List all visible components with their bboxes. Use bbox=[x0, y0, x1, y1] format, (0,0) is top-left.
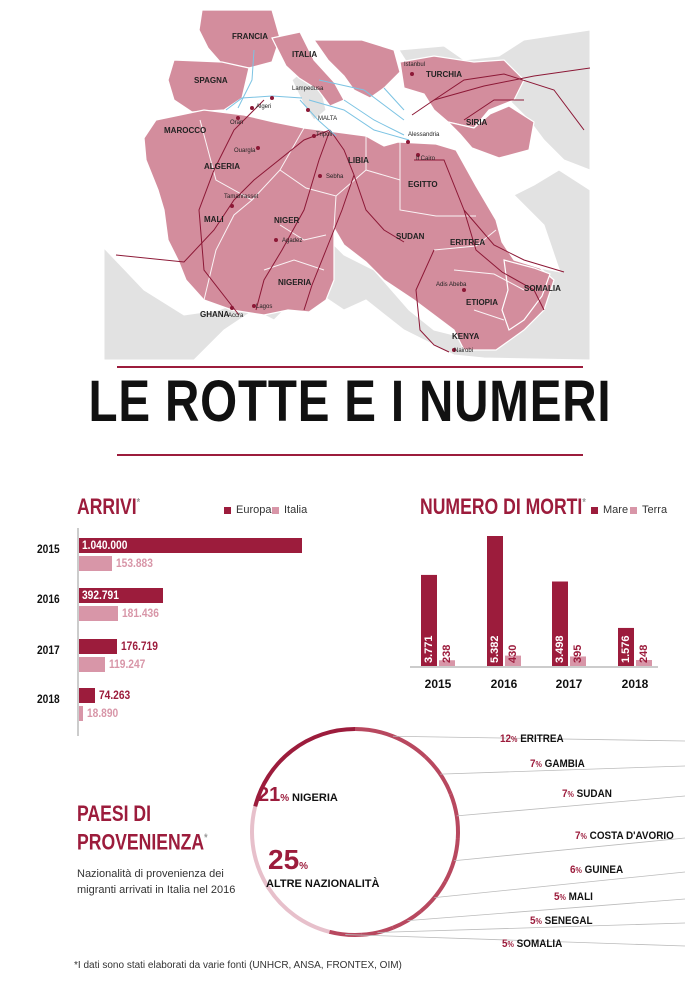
morti-year-2017: 2017 bbox=[555, 677, 583, 691]
map-label-etiopia: ETIOPIA bbox=[466, 298, 499, 307]
map-label-ghana: GHANA bbox=[200, 310, 230, 319]
morti-label-terra-2016: 430 bbox=[506, 644, 519, 663]
paesi-title-asterisk: * bbox=[204, 832, 208, 844]
city-label-oran: Oran bbox=[230, 120, 244, 126]
morti-chart bbox=[410, 528, 670, 698]
map-label-mali: MALI bbox=[204, 215, 224, 224]
paesi-label-gambia: 7% GAMBIA bbox=[530, 758, 585, 770]
city-label-sebha: Sebha bbox=[326, 174, 344, 180]
arrivi-year-2017: 2017 bbox=[37, 643, 60, 657]
arrivi-bar-europa-2018 bbox=[79, 688, 95, 703]
map-label-nigeria: NIGERIA bbox=[278, 278, 312, 287]
arrivi-bar-italia-2018 bbox=[79, 706, 83, 721]
morti-label-mare-2015: 3.771 bbox=[422, 635, 435, 663]
paesi-altre-name: ALTRE NAZIONALITÀ bbox=[266, 878, 380, 890]
city-label-adis-abeba: Adis Abeba bbox=[436, 282, 467, 288]
arrivi-bar-italia-2017 bbox=[79, 657, 105, 672]
map-label-spagna: SPAGNA bbox=[194, 76, 228, 85]
map-label-egitto: EGITTO bbox=[408, 180, 438, 189]
morti-label-mare-2016: 5.382 bbox=[488, 635, 501, 663]
map-label-algeria: ALGERIA bbox=[204, 162, 240, 171]
morti-year-2015: 2015 bbox=[424, 677, 452, 691]
arrivi-year-2015: 2015 bbox=[37, 542, 60, 556]
map-label-marocco: MAROCCO bbox=[164, 126, 207, 135]
arrivi-legend-europa: Europa bbox=[224, 504, 271, 516]
arrivi-label-europa-2017: 176.719 bbox=[120, 639, 158, 653]
arrivi-bar-italia-2016 bbox=[79, 606, 118, 621]
city-label-tamanrasset: Tamanrasset bbox=[224, 194, 259, 200]
map-label-francia: FRANCIA bbox=[232, 32, 268, 41]
route-map bbox=[104, 10, 590, 360]
paesi-title-line2: PROVENIENZA bbox=[77, 829, 205, 855]
morti-legend-terra: Terra bbox=[630, 504, 667, 516]
city-label-ouargla: Ouargla bbox=[234, 148, 256, 154]
arrivi-bar-europa-2017 bbox=[79, 639, 117, 654]
paesi-label-somalia: 5% SOMALIA bbox=[502, 938, 563, 950]
map-label-eritrea: ERITREA bbox=[450, 238, 486, 247]
map-label-kenya: KENYA bbox=[452, 332, 480, 341]
page-title: LE ROTTE E I NUMERI bbox=[88, 369, 612, 434]
arrivi-bar-italia-2015 bbox=[79, 556, 112, 571]
city-label-malta: MALTA bbox=[318, 116, 338, 122]
map-label-libia: LIBIA bbox=[348, 156, 369, 165]
morti-label-terra-2018: 248 bbox=[637, 644, 650, 663]
paesi-description: Nazionalità di provenienza dei migranti arrivati in Italia nel 2016 bbox=[77, 868, 236, 896]
arrivi-title: ARRIVI* bbox=[77, 494, 141, 519]
paesi-slice-sudan bbox=[451, 794, 458, 838]
map-label-sudan: SUDAN bbox=[396, 232, 425, 241]
map-label-italia: ITALIA bbox=[292, 50, 318, 59]
city-label-algeri: Algeri bbox=[256, 104, 272, 110]
paesi-slice-eritrea bbox=[355, 729, 426, 757]
arrivi-label-italia-2018: 18.890 bbox=[87, 706, 119, 720]
paesi-label-sudan: 7% SUDAN bbox=[562, 788, 612, 800]
city-label-lampedusa: Lampedusa bbox=[292, 86, 324, 92]
arrivi-label-italia-2017: 119.247 bbox=[108, 657, 145, 671]
paesi-nigeria-name: NIGERIA bbox=[292, 792, 338, 804]
paesi-slice-gambia bbox=[426, 757, 451, 794]
arrivi-label-italia-2015: 153.883 bbox=[115, 556, 153, 570]
morti-year-2016: 2016 bbox=[490, 677, 518, 691]
arrivi-year-2018: 2018 bbox=[37, 692, 60, 706]
arrivi-legend-italia: Italia bbox=[272, 504, 307, 516]
paesi-title-line1: PAESI DI bbox=[77, 801, 152, 826]
title-bottom-rule bbox=[117, 454, 583, 456]
paesi-slice-costa-d-avorio bbox=[445, 838, 458, 881]
arrivi-label-europa-2018: 74.263 bbox=[98, 688, 131, 702]
city-label-agadez: Agadez bbox=[282, 238, 303, 244]
paesi-label-eritrea: 12% ERITREA bbox=[500, 733, 564, 745]
arrivi-year-2016: 2016 bbox=[37, 592, 60, 606]
city-label-nairobi: Nairobi bbox=[454, 348, 474, 354]
map-label-somalia: SOMALIA bbox=[524, 284, 561, 293]
legend-swatch bbox=[224, 507, 231, 514]
paesi-label-costa-d-avorio: 7% COSTA D'AVORIO bbox=[575, 830, 674, 842]
paesi-altre-pct: 25% bbox=[268, 844, 309, 875]
legend-swatch bbox=[630, 507, 637, 514]
map-label-niger: NIGER bbox=[274, 216, 300, 225]
city-label-istanbul: Istanbul bbox=[404, 62, 426, 68]
arrivi-label-europa-2016: 392.791 bbox=[82, 588, 119, 602]
city-label-alessandria: Alessandria bbox=[408, 132, 440, 138]
morti-label-mare-2018: 1.576 bbox=[619, 635, 632, 663]
paesi-slice-senegal bbox=[361, 928, 392, 935]
city-label-accra: Accra bbox=[228, 313, 244, 319]
paesi-label-guinea: 6% GUINEA bbox=[570, 864, 624, 876]
map-label-turchia: TURCHIA bbox=[426, 70, 462, 79]
city-label-il-cairo: Il Cairo bbox=[416, 156, 436, 162]
map-label-siria: SIRIA bbox=[466, 118, 488, 127]
arrivi-label-europa-2015: 1.040.000 bbox=[82, 538, 128, 552]
city-label-lagos: Lagos bbox=[256, 304, 273, 310]
legend-swatch bbox=[591, 507, 598, 514]
morti-label-mare-2017: 3.498 bbox=[553, 635, 566, 663]
arrivi-label-italia-2016: 181.436 bbox=[121, 606, 159, 620]
paesi-slice-guinea bbox=[421, 882, 446, 912]
paesi-label-senegal: 5% SENEGAL bbox=[530, 915, 593, 927]
paesi-nigeria-pct: 21% bbox=[258, 784, 290, 806]
legend-swatch bbox=[272, 507, 279, 514]
morti-legend-mare: Mare bbox=[591, 504, 628, 516]
footnote: *I dati sono stati elaborati da varie fonti (UNHCR, ANSA, FRONTEX, OIM) bbox=[74, 960, 402, 971]
morti-title: NUMERO DI MORTI* bbox=[420, 494, 586, 519]
paesi-title bbox=[77, 802, 208, 854]
paesi-label-mali: 5% MALI bbox=[554, 891, 593, 903]
city-label-tripoli: Tripoli bbox=[316, 132, 333, 138]
morti-year-2018: 2018 bbox=[621, 677, 649, 691]
morti-label-terra-2015: 238 bbox=[440, 644, 453, 663]
morti-label-terra-2017: 395 bbox=[571, 644, 584, 663]
